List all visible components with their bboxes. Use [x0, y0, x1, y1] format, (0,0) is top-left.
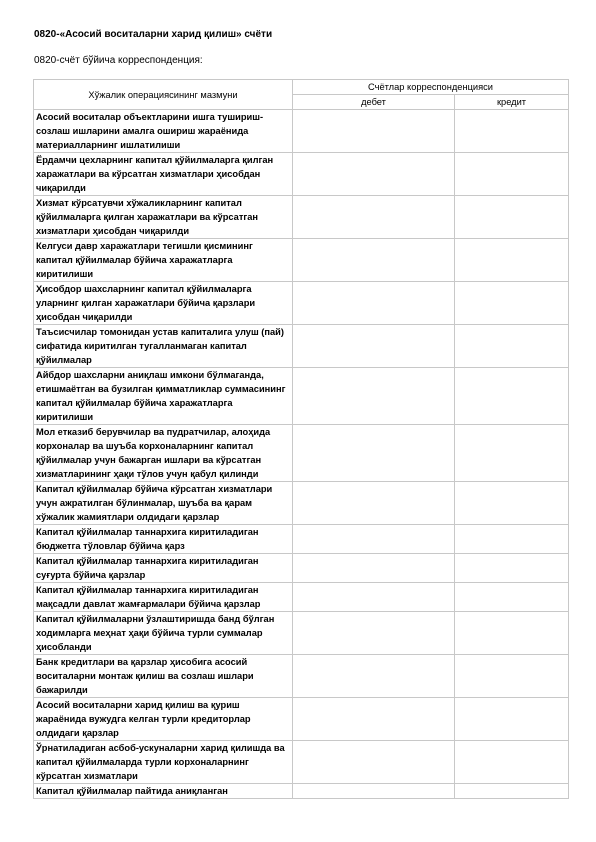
- debit-cell: [293, 482, 455, 525]
- debit-cell: [293, 612, 455, 655]
- table-row: [34, 325, 569, 368]
- table-row: [34, 655, 569, 698]
- operation-content-cell: Ўрнатиладиган асбоб-ускуналарни харид қилишда ва капитал қўйилмаларда турли корхоналарнинг кўрсатган хизматлари: [34, 741, 293, 784]
- debit-cell: [293, 525, 455, 554]
- debit-cell: [293, 239, 455, 282]
- table-row: [34, 425, 569, 482]
- debit-cell: [293, 325, 455, 368]
- credit-cell: [455, 525, 569, 554]
- table-row: [34, 196, 569, 239]
- operation-content-cell: Ёрдамчи цехларнинг капитал қўйилмаларга қилган харажатлари ва кўрсатган хизматлари ҳисобдан чиқарилди: [34, 153, 293, 196]
- credit-cell: [455, 239, 569, 282]
- table-row: [34, 368, 569, 425]
- operation-content-cell: Капитал қўйилмалар таннархига киритиладиган суғурта бўйича қарзлар: [34, 554, 293, 583]
- debit-cell: [293, 153, 455, 196]
- operation-content-cell: Капитал қўйилмалар таннархига киритиладиган бюджетга тўловлар бўйича қарз: [34, 525, 293, 554]
- table-row: [34, 698, 569, 741]
- credit-cell: [455, 655, 569, 698]
- credit-cell: [455, 482, 569, 525]
- credit-cell: [455, 153, 569, 196]
- credit-cell: [455, 196, 569, 239]
- table-row: [34, 239, 569, 282]
- operation-content-cell: Келгуси давр харажатлари тегишли қисмининг капитал қўйилмалар бўйича харажатларга киритилиши: [34, 239, 293, 282]
- header-debit: дебет: [293, 95, 455, 110]
- credit-cell: [455, 368, 569, 425]
- table-row: [34, 583, 569, 612]
- table-body: [34, 110, 569, 799]
- debit-cell: [293, 110, 455, 153]
- debit-cell: [293, 784, 455, 799]
- debit-cell: [293, 425, 455, 482]
- debit-cell: [293, 282, 455, 325]
- debit-cell: [293, 368, 455, 425]
- header-content: Хўжалик операциясининг мазмуни: [34, 80, 293, 110]
- debit-cell: [293, 741, 455, 784]
- debit-cell: [293, 554, 455, 583]
- correspondence-table: [33, 79, 569, 799]
- credit-cell: [455, 425, 569, 482]
- operation-content-cell: Хизмат кўрсатувчи хўжаликларнинг капитал қўйилмаларга қилган харажатлари ва кўрсатган хизматлари ҳисобдан чиқарилди: [34, 196, 293, 239]
- document-title: 0820-«Асосий воситаларни харид қилиш» счёти: [34, 29, 273, 40]
- operation-content-cell: Таъсисчилар томонидан устав капиталига улуш (пай) сифатида киритилган тугалланмаган капитал қўйилмалар: [34, 325, 293, 368]
- credit-cell: [455, 741, 569, 784]
- operation-content-cell: Капитал қўйилмалар бўйича кўрсатган хизматлари учун ажратилган бўлинмалар, шуъба ва қарам хўжалик жамиятлари олдидаги қарзлар: [34, 482, 293, 525]
- header-correspondence: Счётлар корреспонденцияси: [293, 80, 569, 95]
- table-row: [34, 612, 569, 655]
- operation-content-cell: Капитал қўйилмаларни ўзлаштиришда банд бўлган ходимларга меҳнат ҳақи бўйича турли суммалар ҳисобланди: [34, 612, 293, 655]
- table-row: [34, 482, 569, 525]
- debit-cell: [293, 196, 455, 239]
- debit-cell: [293, 655, 455, 698]
- operation-content-cell: Банк кредитлари ва қарзлар ҳисобига асосий воситаларни монтаж қилиш ва созлаш ишлари бажарилди: [34, 655, 293, 698]
- operation-content-cell: Мол етказиб берувчилар ва пудратчилар, алоҳида корхоналар ва шуъба корхоналарнинг капитал қўйилмалар учун бажарган ишлари ва кўрсатган хизматларининг ҳақи тўлов учун қабул қилинди: [34, 425, 293, 482]
- table-row: [34, 282, 569, 325]
- credit-cell: [455, 784, 569, 799]
- table-row: [34, 554, 569, 583]
- credit-cell: [455, 282, 569, 325]
- credit-cell: [455, 554, 569, 583]
- document-subtitle: 0820-счёт бўйича корреспонденция:: [34, 55, 203, 66]
- header-credit: кредит: [455, 95, 569, 110]
- credit-cell: [455, 325, 569, 368]
- operation-content-cell: Асосий воситаларни харид қилиш ва қуриш жараёнида вужудга келган турли кредиторлар олдидаги қарзлар: [34, 698, 293, 741]
- debit-cell: [293, 583, 455, 612]
- credit-cell: [455, 698, 569, 741]
- operation-content-cell: Асосий воситалар объектларини ишга тушириш-созлаш ишларини амалга ошириш жараёнида материалларнинг ишлатилиши: [34, 110, 293, 153]
- credit-cell: [455, 110, 569, 153]
- credit-cell: [455, 583, 569, 612]
- table-row: [34, 110, 569, 153]
- table-row: [34, 153, 569, 196]
- operation-content-cell: Капитал қўйилмалар пайтида аниқланган: [34, 784, 293, 799]
- table-row: [34, 784, 569, 799]
- debit-cell: [293, 698, 455, 741]
- operation-content-cell: Капитал қўйилмалар таннархига киритиладиган мақсадли давлат жамғармалари бўйича қарзлар: [34, 583, 293, 612]
- table-row: [34, 741, 569, 784]
- operation-content-cell: Ҳисобдор шахсларнинг капитал қўйилмаларга уларнинг қилган харажатлари бўйича қарзлари ҳисобдан чиқарилди: [34, 282, 293, 325]
- credit-cell: [455, 612, 569, 655]
- table-row: [34, 525, 569, 554]
- operation-content-cell: Айбдор шахсларни аниқлаш имкони бўлмаганда, етишмаётган ва бузилган қимматликлар суммасининг капитал қўйилмалар бўйича харажатларга киритилиши: [34, 368, 293, 425]
